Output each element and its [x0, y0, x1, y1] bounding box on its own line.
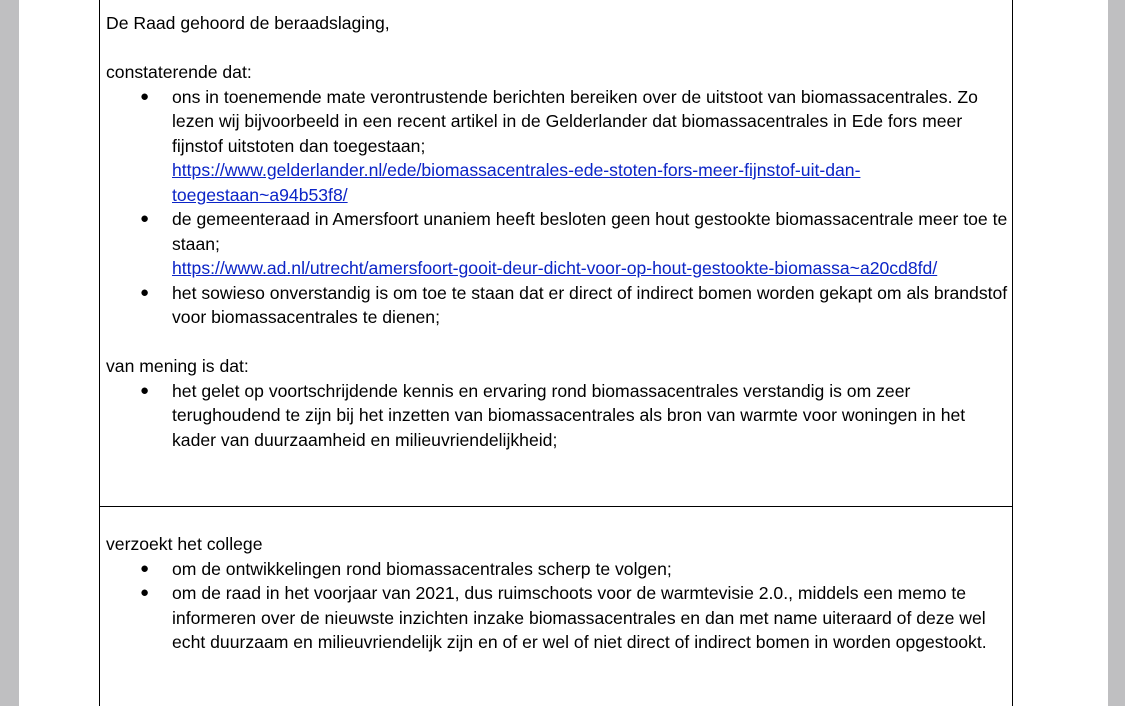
- request-cell: [106, 532, 1011, 655]
- list-item-text: de gemeenteraad in Amersfoort unaniem heeft besloten geen hout gestookte biomassacentrale meer toe te staan;: [172, 209, 1008, 254]
- bullet-icon: ●: [140, 210, 150, 227]
- deliberation-cell: [106, 11, 1011, 452]
- mening-heading: van mening is dat:: [106, 356, 249, 376]
- bullet-icon: ●: [140, 584, 150, 601]
- list-item: [106, 281, 1011, 330]
- list-item-text: het gelet op voortschrijdende kennis en ervaring rond biomassacentrales verstandig is om zeer terughoudend te zijn bij het inzetten van biomassacentrales als bron van warmte voor woningen in het kader van duurzaamheid en milieuvriendelijkheid;: [172, 380, 966, 450]
- list-item-text: het sowieso onverstandig is om toe te staan dat er direct of indirect bomen worden gekapt om als brandstof voor biomassacentrales te dienen;: [172, 282, 1008, 327]
- bullet-icon: ●: [140, 381, 150, 399]
- list-item-text: om de raad in het voorjaar van 2021, dus ruimschoots voor de warmtevisie 2.0., middels een memo te informeren over de nieuwste inzichten inzake biomassacentrales en dan met name uiteraard of deze wel echt duurzaam en milieuvriendelijk zijn en of er wel of niet direct of indirect bomen in worden opgestookt.: [172, 583, 987, 652]
- list-item-text: om de ontwikkelingen rond biomassacentrales scherp te volgen;: [172, 558, 672, 579]
- spacer: [106, 330, 1011, 355]
- constaterende-list: [106, 85, 1011, 330]
- list-item-text: ons in toenemende mate verontrustende berichten bereiken over de uitstoot van biomassacentrales. Zo lezen wij bijvoorbeeld in een recent artikel in de Gelderlander dat biomassacentrales in Ede fors meer fijnstof uitstoten dan toegestaan;: [172, 86, 978, 156]
- constaterende-heading: constaterende dat:: [106, 62, 252, 82]
- list-item: [106, 85, 1011, 208]
- verzoekt-list: [106, 557, 1011, 655]
- spacer: [106, 36, 1011, 61]
- ad-link[interactable]: https://www.ad.nl/utrecht/amersfoort-gooit-deur-dicht-voor-op-hout-gestookte-biomassa~a20cd8fd/: [172, 258, 938, 278]
- verzoekt-heading: verzoekt het college: [106, 534, 263, 554]
- bullet-icon: ●: [140, 559, 150, 577]
- intro-line: De Raad gehoord de beraadslaging,: [106, 13, 390, 33]
- motion-table: [99, 0, 1013, 706]
- table-row-divider: [100, 506, 1012, 507]
- list-item: [106, 207, 1011, 281]
- gelderlander-link[interactable]: https://www.gelderlander.nl/ede/biomassacentrales-ede-stoten-fors-meer-fijnstof-uit-dan-toegestaan~a94b53f8/: [172, 160, 861, 205]
- list-item: [106, 557, 1011, 582]
- mening-list: [106, 379, 1011, 453]
- bullet-icon: ●: [140, 283, 150, 301]
- document-page: [19, 0, 1108, 706]
- bullet-icon: ●: [140, 87, 150, 105]
- list-item: [106, 581, 1011, 655]
- list-item: [106, 379, 1011, 453]
